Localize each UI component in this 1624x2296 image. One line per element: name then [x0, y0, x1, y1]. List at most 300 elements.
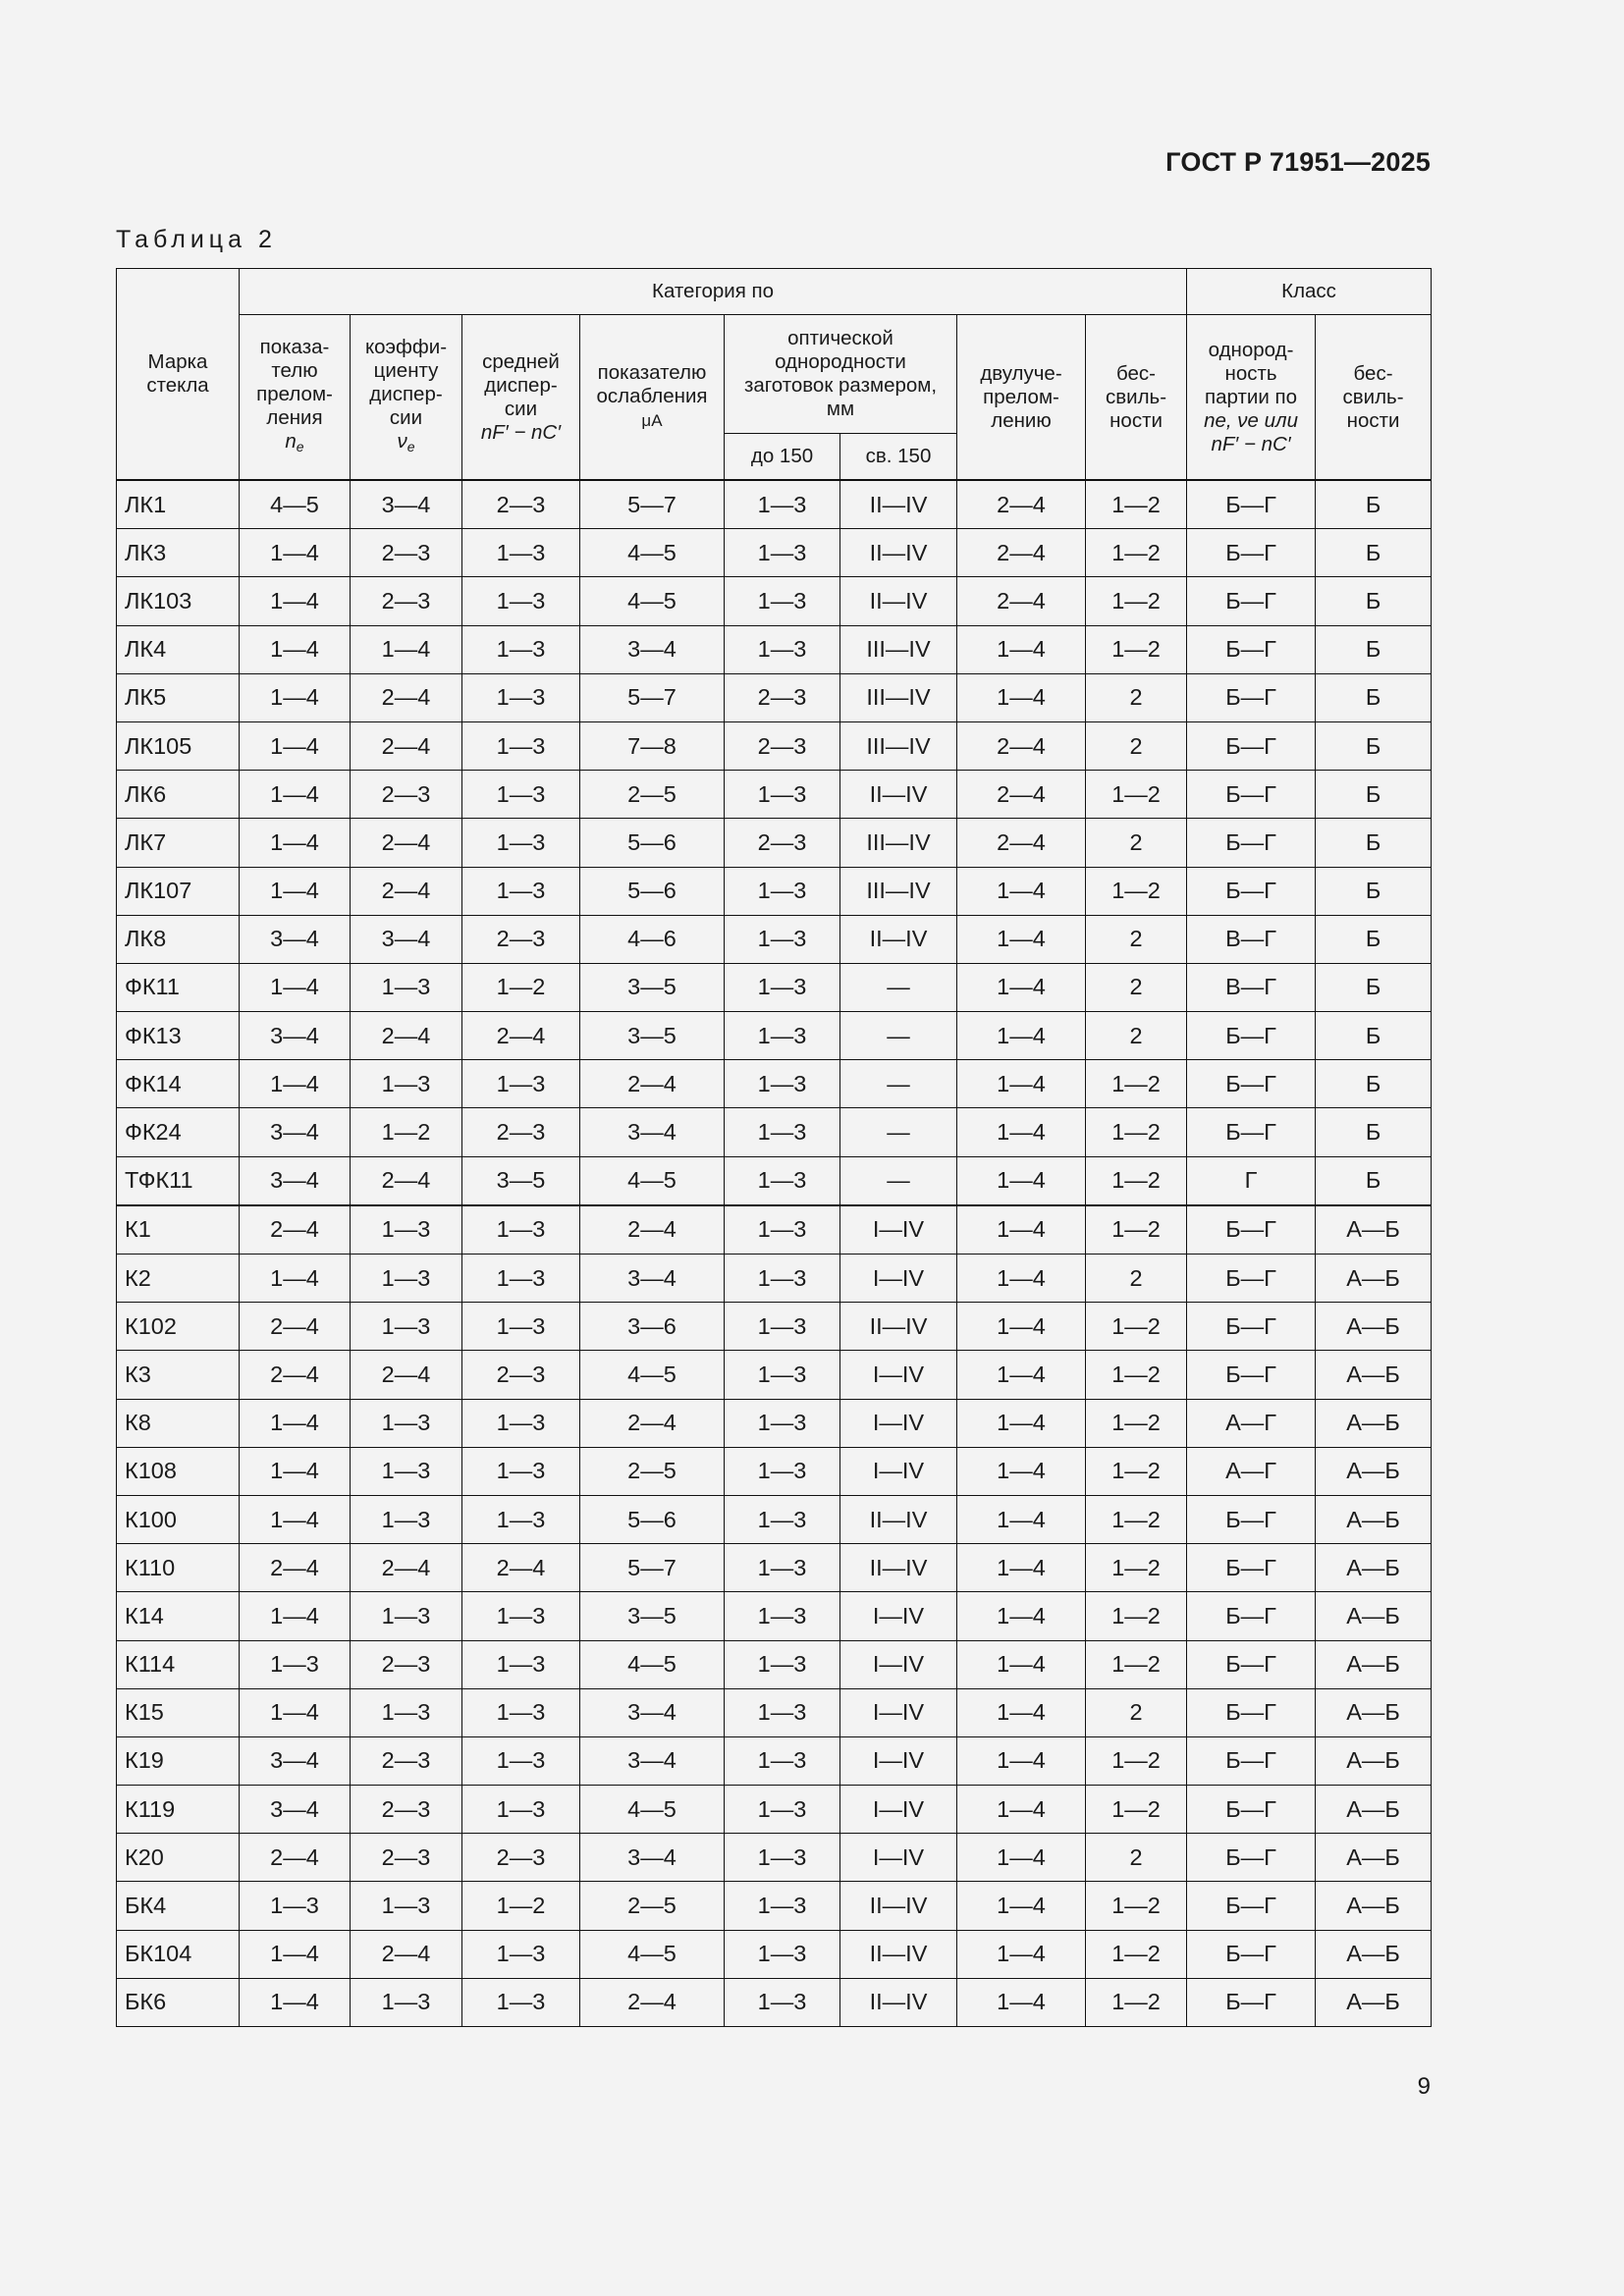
cell-bubbles: 1—2	[1086, 1930, 1187, 1978]
cell-over-150: I—IV	[840, 1205, 957, 1255]
cell-dispersion-coeff: 2—4	[351, 1544, 462, 1592]
cell-class-homogeneity: В—Г	[1187, 915, 1316, 963]
cell-upto-150: 1—3	[725, 1012, 840, 1060]
cell-bubbles: 2	[1086, 1834, 1187, 1882]
cell-mark: ФК11	[117, 963, 240, 1011]
cell-over-150: II—IV	[840, 771, 957, 819]
table-row	[117, 1786, 1432, 1834]
cell-upto-150: 1—3	[725, 1255, 840, 1303]
cell-mean-dispersion: 2—3	[462, 480, 580, 529]
cell-refraction: 1—4	[240, 529, 351, 577]
cell-mark: К119	[117, 1786, 240, 1834]
cell-over-150: I—IV	[840, 1736, 957, 1785]
cell-bubbles: 1—2	[1086, 1351, 1187, 1399]
cell-class-homogeneity: Б—Г	[1187, 529, 1316, 577]
cell-refraction: 1—4	[240, 1592, 351, 1640]
cell-class-bubbles: Б	[1316, 819, 1432, 867]
cell-mean-dispersion: 1—3	[462, 1736, 580, 1785]
cell-over-150: II—IV	[840, 1495, 957, 1543]
cell-bubbles: 1—2	[1086, 1592, 1187, 1640]
cell-upto-150: 1—3	[725, 915, 840, 963]
cell-mark: ЛК8	[117, 915, 240, 963]
cell-bubbles: 1—2	[1086, 577, 1187, 625]
cell-over-150: —	[840, 1156, 957, 1205]
cell-dispersion-coeff: 2—3	[351, 1834, 462, 1882]
cell-mark: ФК13	[117, 1012, 240, 1060]
cell-refraction: 1—4	[240, 1930, 351, 1978]
cell-refraction: 2—4	[240, 1351, 351, 1399]
cell-over-150: II—IV	[840, 529, 957, 577]
cell-refraction: 2—4	[240, 1544, 351, 1592]
cell-upto-150: 1—3	[725, 1495, 840, 1543]
cell-dispersion-coeff: 1—3	[351, 1447, 462, 1495]
cell-refraction: 3—4	[240, 1786, 351, 1834]
cell-attenuation: 3—6	[580, 1303, 725, 1351]
cell-dispersion-coeff: 1—3	[351, 1495, 462, 1543]
cell-class-bubbles: А—Б	[1316, 1736, 1432, 1785]
cell-refraction: 1—4	[240, 819, 351, 867]
cell-class-homogeneity: Б—Г	[1187, 1012, 1316, 1060]
table-row	[117, 577, 1432, 625]
cell-class-bubbles: Б	[1316, 771, 1432, 819]
cell-class-homogeneity: Б—Г	[1187, 771, 1316, 819]
cell-over-150: I—IV	[840, 1688, 957, 1736]
cell-refraction: 1—3	[240, 1882, 351, 1930]
cell-bubbles: 1—2	[1086, 1736, 1187, 1785]
cell-class-homogeneity: Б—Г	[1187, 1688, 1316, 1736]
cell-birefringence: 1—4	[957, 1640, 1086, 1688]
cell-upto-150: 2—3	[725, 819, 840, 867]
table-row	[117, 1978, 1432, 2026]
cell-mean-dispersion: 1—3	[462, 721, 580, 770]
cell-over-150: II—IV	[840, 1303, 957, 1351]
cell-refraction: 4—5	[240, 480, 351, 529]
cell-class-homogeneity: Б—Г	[1187, 577, 1316, 625]
cell-birefringence: 1—4	[957, 1930, 1086, 1978]
cell-class-homogeneity: Б—Г	[1187, 673, 1316, 721]
cell-refraction: 1—4	[240, 577, 351, 625]
cell-class-bubbles: Б	[1316, 1108, 1432, 1156]
cell-birefringence: 1—4	[957, 915, 1086, 963]
cell-attenuation: 3—4	[580, 1108, 725, 1156]
cell-mean-dispersion: 1—3	[462, 1255, 580, 1303]
cell-dispersion-coeff: 2—4	[351, 867, 462, 915]
table-row	[117, 1012, 1432, 1060]
cell-over-150: —	[840, 963, 957, 1011]
cell-upto-150: 1—3	[725, 1156, 840, 1205]
cell-mark: ФК24	[117, 1108, 240, 1156]
header-over-150: св. 150	[840, 434, 957, 481]
cell-attenuation: 2—4	[580, 1205, 725, 1255]
cell-mark: ФК14	[117, 1060, 240, 1108]
cell-bubbles: 1—2	[1086, 771, 1187, 819]
cell-mean-dispersion: 1—3	[462, 1688, 580, 1736]
table-row	[117, 1882, 1432, 1930]
cell-bubbles: 1—2	[1086, 1303, 1187, 1351]
table-row	[117, 1495, 1432, 1543]
cell-dispersion-coeff: 1—3	[351, 1882, 462, 1930]
cell-class-homogeneity: Б—Г	[1187, 1255, 1316, 1303]
cell-class-bubbles: А—Б	[1316, 1834, 1432, 1882]
cell-class-homogeneity: А—Г	[1187, 1399, 1316, 1447]
cell-mark: БК104	[117, 1930, 240, 1978]
table-row	[117, 1108, 1432, 1156]
cell-birefringence: 2—4	[957, 771, 1086, 819]
cell-upto-150: 1—3	[725, 867, 840, 915]
table-row	[117, 721, 1432, 770]
cell-mark: К110	[117, 1544, 240, 1592]
cell-bubbles: 1—2	[1086, 1640, 1187, 1688]
cell-dispersion-coeff: 2—3	[351, 529, 462, 577]
cell-bubbles: 1—2	[1086, 1544, 1187, 1592]
cell-class-homogeneity: Б—Г	[1187, 1060, 1316, 1108]
cell-over-150: II—IV	[840, 1930, 957, 1978]
cell-class-homogeneity: Б—Г	[1187, 1930, 1316, 1978]
cell-upto-150: 1—3	[725, 1834, 840, 1882]
cell-birefringence: 2—4	[957, 721, 1086, 770]
cell-class-bubbles: Б	[1316, 577, 1432, 625]
cell-birefringence: 1—4	[957, 1156, 1086, 1205]
cell-upto-150: 1—3	[725, 1447, 840, 1495]
cell-dispersion-coeff: 2—3	[351, 771, 462, 819]
cell-birefringence: 1—4	[957, 1736, 1086, 1785]
cell-birefringence: 2—4	[957, 529, 1086, 577]
cell-attenuation: 3—4	[580, 625, 725, 673]
cell-over-150: II—IV	[840, 480, 957, 529]
cell-mark: ЛК6	[117, 771, 240, 819]
cell-upto-150: 1—3	[725, 1786, 840, 1834]
cell-class-bubbles: А—Б	[1316, 1592, 1432, 1640]
cell-dispersion-coeff: 2—4	[351, 819, 462, 867]
cell-birefringence: 1—4	[957, 1205, 1086, 1255]
cell-mean-dispersion: 2—3	[462, 1351, 580, 1399]
cell-dispersion-coeff: 1—3	[351, 1592, 462, 1640]
cell-mean-dispersion: 2—3	[462, 1834, 580, 1882]
header-optical-homogeneity: оптической однородности заготовок размером, мм	[725, 315, 957, 434]
cell-refraction: 1—4	[240, 1978, 351, 2026]
cell-mark: К108	[117, 1447, 240, 1495]
cell-over-150: I—IV	[840, 1255, 957, 1303]
document-code: ГОСТ Р 71951—2025	[1165, 147, 1431, 177]
cell-birefringence: 1—4	[957, 1447, 1086, 1495]
cell-refraction: 1—4	[240, 1447, 351, 1495]
cell-class-homogeneity: Б—Г	[1187, 1736, 1316, 1785]
cell-birefringence: 1—4	[957, 1303, 1086, 1351]
cell-attenuation: 5—6	[580, 867, 725, 915]
header-bubbles: бес-свиль-ности	[1086, 315, 1187, 481]
cell-dispersion-coeff: 2—4	[351, 1012, 462, 1060]
table-row	[117, 1930, 1432, 1978]
cell-bubbles: 1—2	[1086, 1495, 1187, 1543]
cell-dispersion-coeff: 1—4	[351, 625, 462, 673]
cell-refraction: 3—4	[240, 915, 351, 963]
cell-upto-150: 2—3	[725, 673, 840, 721]
cell-dispersion-coeff: 3—4	[351, 915, 462, 963]
cell-refraction: 3—4	[240, 1156, 351, 1205]
cell-class-bubbles: Б	[1316, 963, 1432, 1011]
cell-dispersion-coeff: 2—4	[351, 1930, 462, 1978]
cell-class-bubbles: А—Б	[1316, 1786, 1432, 1834]
cell-bubbles: 1—2	[1086, 1978, 1187, 2026]
cell-dispersion-coeff: 2—3	[351, 577, 462, 625]
table-row	[117, 625, 1432, 673]
cell-refraction: 2—4	[240, 1205, 351, 1255]
header-dispersion-coeff: коэффи-циенту диспер-сии $\nu_e$	[351, 315, 462, 481]
cell-birefringence: 1—4	[957, 1399, 1086, 1447]
cell-mean-dispersion: 2—4	[462, 1544, 580, 1592]
cell-bubbles: 2	[1086, 1012, 1187, 1060]
cell-over-150: I—IV	[840, 1399, 957, 1447]
cell-upto-150: 1—3	[725, 771, 840, 819]
header-upto-150: до 150	[725, 434, 840, 481]
cell-class-homogeneity: Б—Г	[1187, 1786, 1316, 1834]
cell-birefringence: 1—4	[957, 1544, 1086, 1592]
header-refraction: показа-телю прелом-ления $n_e$	[240, 315, 351, 481]
cell-mark: ЛК4	[117, 625, 240, 673]
cell-class-bubbles: А—Б	[1316, 1930, 1432, 1978]
cell-bubbles: 1—2	[1086, 1156, 1187, 1205]
cell-birefringence: 2—4	[957, 819, 1086, 867]
cell-mark: ЛК107	[117, 867, 240, 915]
cell-class-bubbles: Б	[1316, 915, 1432, 963]
cell-refraction: 1—4	[240, 771, 351, 819]
cell-birefringence: 2—4	[957, 480, 1086, 529]
cell-class-bubbles: Б	[1316, 529, 1432, 577]
cell-bubbles: 2	[1086, 963, 1187, 1011]
cell-class-bubbles: А—Б	[1316, 1205, 1432, 1255]
cell-mean-dispersion: 1—3	[462, 625, 580, 673]
cell-dispersion-coeff: 1—3	[351, 963, 462, 1011]
table-row	[117, 529, 1432, 577]
cell-class-homogeneity: А—Г	[1187, 1447, 1316, 1495]
table-row	[117, 673, 1432, 721]
cell-class-homogeneity: Б—Г	[1187, 819, 1316, 867]
cell-dispersion-coeff: 1—3	[351, 1205, 462, 1255]
glass-category-table	[116, 268, 1432, 2027]
header-mean-dispersion: средней диспер-сии nF′ − nC′	[462, 315, 580, 481]
cell-dispersion-coeff: 2—3	[351, 1640, 462, 1688]
table-row	[117, 480, 1432, 529]
cell-mean-dispersion: 1—2	[462, 963, 580, 1011]
cell-refraction: 2—4	[240, 1303, 351, 1351]
cell-mean-dispersion: 2—3	[462, 1108, 580, 1156]
cell-mean-dispersion: 1—3	[462, 1930, 580, 1978]
table-row	[117, 1351, 1432, 1399]
cell-refraction: 2—4	[240, 1834, 351, 1882]
cell-dispersion-coeff: 1—3	[351, 1978, 462, 2026]
cell-bubbles: 1—2	[1086, 529, 1187, 577]
cell-class-bubbles: А—Б	[1316, 1447, 1432, 1495]
cell-upto-150: 1—3	[725, 1544, 840, 1592]
cell-birefringence: 1—4	[957, 1834, 1086, 1882]
table-row	[117, 867, 1432, 915]
cell-class-bubbles: А—Б	[1316, 1688, 1432, 1736]
cell-mean-dispersion: 2—4	[462, 1012, 580, 1060]
cell-over-150: —	[840, 1060, 957, 1108]
cell-birefringence: 1—4	[957, 625, 1086, 673]
cell-attenuation: 2—4	[580, 1060, 725, 1108]
cell-attenuation: 4—5	[580, 1351, 725, 1399]
cell-mark: ЛК3	[117, 529, 240, 577]
cell-class-homogeneity: Б—Г	[1187, 1351, 1316, 1399]
cell-dispersion-coeff: 2—3	[351, 1736, 462, 1785]
header-class-group: Класс	[1187, 269, 1432, 315]
cell-over-150: III—IV	[840, 867, 957, 915]
cell-dispersion-coeff: 3—4	[351, 480, 462, 529]
table-row	[117, 915, 1432, 963]
cell-over-150: —	[840, 1108, 957, 1156]
cell-mark: К102	[117, 1303, 240, 1351]
cell-mean-dispersion: 1—3	[462, 819, 580, 867]
table-body	[117, 480, 1432, 2027]
cell-dispersion-coeff: 1—3	[351, 1303, 462, 1351]
table-row	[117, 1688, 1432, 1736]
cell-mean-dispersion: 1—3	[462, 1592, 580, 1640]
cell-dispersion-coeff: 2—4	[351, 721, 462, 770]
cell-birefringence: 1—4	[957, 1495, 1086, 1543]
cell-mark: К2	[117, 1255, 240, 1303]
cell-upto-150: 1—3	[725, 1060, 840, 1108]
cell-upto-150: 1—3	[725, 625, 840, 673]
cell-attenuation: 3—4	[580, 1255, 725, 1303]
cell-attenuation: 4—5	[580, 1640, 725, 1688]
cell-bubbles: 2	[1086, 915, 1187, 963]
cell-upto-150: 2—3	[725, 721, 840, 770]
cell-bubbles: 1—2	[1086, 1882, 1187, 1930]
table-row	[117, 963, 1432, 1011]
cell-attenuation: 3—4	[580, 1736, 725, 1785]
cell-class-homogeneity: Б—Г	[1187, 1303, 1316, 1351]
cell-mark: К100	[117, 1495, 240, 1543]
cell-bubbles: 1—2	[1086, 480, 1187, 529]
cell-bubbles: 1—2	[1086, 1447, 1187, 1495]
cell-upto-150: 1—3	[725, 1688, 840, 1736]
cell-mark: БК6	[117, 1978, 240, 2026]
cell-class-bubbles: Б	[1316, 625, 1432, 673]
cell-bubbles: 1—2	[1086, 1205, 1187, 1255]
cell-mean-dispersion: 1—3	[462, 1060, 580, 1108]
cell-class-homogeneity: Б—Г	[1187, 1882, 1316, 1930]
table-caption: Таблица 2	[116, 226, 277, 253]
table-row	[117, 1205, 1432, 1255]
cell-attenuation: 4—5	[580, 1786, 725, 1834]
cell-class-bubbles: А—Б	[1316, 1978, 1432, 2026]
cell-attenuation: 5—6	[580, 1495, 725, 1543]
cell-bubbles: 1—2	[1086, 1108, 1187, 1156]
cell-over-150: I—IV	[840, 1834, 957, 1882]
cell-class-bubbles: Б	[1316, 480, 1432, 529]
cell-attenuation: 3—4	[580, 1834, 725, 1882]
cell-refraction: 1—4	[240, 1060, 351, 1108]
cell-mean-dispersion: 1—3	[462, 1447, 580, 1495]
cell-over-150: I—IV	[840, 1351, 957, 1399]
cell-over-150: II—IV	[840, 915, 957, 963]
cell-bubbles: 1—2	[1086, 625, 1187, 673]
cell-dispersion-coeff: 1—3	[351, 1399, 462, 1447]
cell-refraction: 3—4	[240, 1012, 351, 1060]
cell-bubbles: 1—2	[1086, 1399, 1187, 1447]
cell-mark: К114	[117, 1640, 240, 1688]
header-category-group: Категория по	[240, 269, 1187, 315]
cell-upto-150: 1—3	[725, 1930, 840, 1978]
cell-mean-dispersion: 1—3	[462, 577, 580, 625]
cell-mean-dispersion: 1—3	[462, 529, 580, 577]
cell-upto-150: 1—3	[725, 1399, 840, 1447]
cell-class-bubbles: А—Б	[1316, 1495, 1432, 1543]
cell-class-bubbles: А—Б	[1316, 1640, 1432, 1688]
cell-upto-150: 1—3	[725, 1978, 840, 2026]
cell-over-150: III—IV	[840, 819, 957, 867]
cell-attenuation: 3—5	[580, 1012, 725, 1060]
cell-class-bubbles: Б	[1316, 867, 1432, 915]
cell-birefringence: 1—4	[957, 1592, 1086, 1640]
cell-class-bubbles: Б	[1316, 1060, 1432, 1108]
page-number: 9	[1417, 2073, 1431, 2100]
cell-mean-dispersion: 1—2	[462, 1882, 580, 1930]
cell-mark: К19	[117, 1736, 240, 1785]
cell-class-homogeneity: Б—Г	[1187, 625, 1316, 673]
cell-class-homogeneity: Б—Г	[1187, 721, 1316, 770]
table-row	[117, 1156, 1432, 1205]
cell-dispersion-coeff: 1—2	[351, 1108, 462, 1156]
cell-refraction: 1—4	[240, 1399, 351, 1447]
cell-mean-dispersion: 2—3	[462, 915, 580, 963]
cell-birefringence: 1—4	[957, 1108, 1086, 1156]
cell-attenuation: 3—5	[580, 1592, 725, 1640]
cell-class-homogeneity: Б—Г	[1187, 480, 1316, 529]
cell-birefringence: 1—4	[957, 963, 1086, 1011]
cell-class-bubbles: А—Б	[1316, 1351, 1432, 1399]
cell-attenuation: 5—7	[580, 1544, 725, 1592]
cell-attenuation: 4—5	[580, 1930, 725, 1978]
cell-attenuation: 4—5	[580, 1156, 725, 1205]
cell-mark: К14	[117, 1592, 240, 1640]
cell-bubbles: 2	[1086, 721, 1187, 770]
cell-over-150: I—IV	[840, 1640, 957, 1688]
cell-refraction: 1—4	[240, 1688, 351, 1736]
cell-over-150: II—IV	[840, 577, 957, 625]
cell-over-150: —	[840, 1012, 957, 1060]
cell-refraction: 3—4	[240, 1736, 351, 1785]
cell-class-bubbles: А—Б	[1316, 1882, 1432, 1930]
cell-mark: К20	[117, 1834, 240, 1882]
cell-birefringence: 2—4	[957, 577, 1086, 625]
cell-birefringence: 1—4	[957, 1255, 1086, 1303]
cell-class-homogeneity: Б—Г	[1187, 1834, 1316, 1882]
cell-mark: ЛК1	[117, 480, 240, 529]
table-row	[117, 1447, 1432, 1495]
cell-upto-150: 1—3	[725, 1882, 840, 1930]
cell-upto-150: 1—3	[725, 1108, 840, 1156]
cell-birefringence: 1—4	[957, 1060, 1086, 1108]
table-row	[117, 1640, 1432, 1688]
cell-attenuation: 4—6	[580, 915, 725, 963]
cell-birefringence: 1—4	[957, 1786, 1086, 1834]
table-row	[117, 1736, 1432, 1785]
cell-attenuation: 2—5	[580, 771, 725, 819]
cell-upto-150: 1—3	[725, 1303, 840, 1351]
cell-refraction: 1—4	[240, 721, 351, 770]
table-row	[117, 1592, 1432, 1640]
cell-attenuation: 7—8	[580, 721, 725, 770]
cell-bubbles: 2	[1086, 819, 1187, 867]
cell-class-homogeneity: Б—Г	[1187, 1108, 1316, 1156]
cell-attenuation: 5—7	[580, 673, 725, 721]
cell-dispersion-coeff: 2—4	[351, 1351, 462, 1399]
cell-class-homogeneity: Б—Г	[1187, 867, 1316, 915]
cell-class-bubbles: А—Б	[1316, 1303, 1432, 1351]
cell-attenuation: 2—5	[580, 1447, 725, 1495]
